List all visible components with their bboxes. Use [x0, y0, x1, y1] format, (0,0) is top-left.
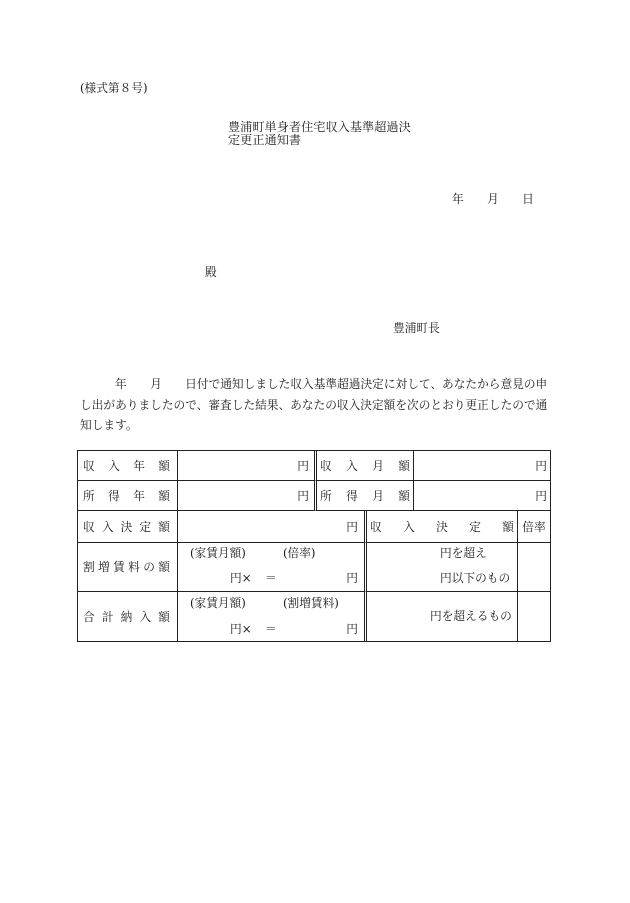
monthly-earnings-value-cell [414, 481, 550, 511]
surcharge-range-under: 円以下のもの [440, 571, 511, 585]
decided-income-range-header-cell [367, 511, 518, 543]
monthly-earnings-label-cell [317, 481, 414, 511]
surcharge-multiplier-heading: (倍率) [283, 546, 316, 560]
monthly-earnings-label: 所得月額 [320, 488, 410, 503]
surcharge-multiplier-cell [518, 543, 550, 592]
monthly-income-value-cell [414, 451, 550, 481]
annual-earnings-value-cell [178, 481, 317, 511]
total-payment-formula-cell [178, 592, 367, 641]
form-number: (様式第８号) [80, 81, 148, 95]
monthly-income-unit: 円 [535, 458, 547, 473]
annual-earnings-label: 所得年額 [83, 488, 170, 503]
annual-earnings-unit: 円 [297, 488, 309, 503]
surcharge-label-cell [78, 543, 178, 592]
total-surcharge-heading: (割増賃料) [283, 596, 339, 610]
total-range-over: 円を超えるもの [430, 609, 512, 623]
monthly-income-label: 収入月額 [320, 458, 410, 473]
decided-income-label-cell [78, 511, 178, 543]
decided-income-label: 収入決定額 [83, 519, 170, 534]
multiplier-header-cell [518, 511, 550, 543]
body-text-line1: 年 月 日付で通知しました収入基準超過決定に対して、あなたから意見の申 [115, 377, 548, 391]
date-line: 年 月 日 [452, 192, 534, 206]
annual-income-label-cell [78, 451, 178, 481]
document-title-line2: 定更正通知書 [228, 133, 302, 147]
annual-income-value-cell [178, 451, 317, 481]
monthly-income-label-cell [317, 451, 414, 481]
multiplier-header: 倍率 [522, 519, 546, 534]
surcharge-range-cell [367, 543, 518, 592]
surcharge-unit-times: 円× [230, 571, 252, 585]
total-payment-label-cell [78, 592, 178, 641]
total-payment-range-cell [367, 592, 518, 641]
surcharge-equals: ＝ [265, 571, 277, 585]
annual-earnings-label-cell [78, 481, 178, 511]
total-payment-multiplier-cell [518, 592, 550, 641]
total-equals: ＝ [265, 622, 277, 636]
annual-income-label: 収入年額 [83, 458, 170, 473]
surcharge-label: 割増賃料の額 [83, 560, 170, 574]
decided-income-unit: 円 [346, 519, 358, 534]
total-payment-label: 合計納入額 [83, 609, 170, 624]
total-rent-heading: (家賃月額) [190, 596, 246, 610]
body-text-line2: し出がありましたので、審査した結果、あなたの収入決定額を次のとおり更正したので通 [80, 398, 548, 412]
income-table [77, 450, 551, 642]
issuer-name: 豊浦町長 [393, 321, 440, 335]
decided-income-range-header: 収入決定額 [370, 519, 514, 534]
monthly-earnings-unit: 円 [535, 488, 547, 503]
body-text-line3: 知します。 [80, 418, 138, 432]
surcharge-rent-heading: (家賃月額) [190, 546, 246, 560]
surcharge-range-over: 円を超え [440, 546, 487, 560]
addressee-honorific: 殿 [205, 265, 217, 279]
document-title-line1: 豊浦町単身者住宅収入基準超過決 [228, 120, 411, 134]
surcharge-formula-cell [178, 543, 367, 592]
surcharge-result-unit: 円 [346, 571, 358, 585]
decided-income-value-cell [178, 511, 367, 543]
total-result-unit: 円 [346, 622, 358, 636]
annual-income-unit: 円 [297, 458, 309, 473]
total-unit-times: 円× [230, 622, 252, 636]
